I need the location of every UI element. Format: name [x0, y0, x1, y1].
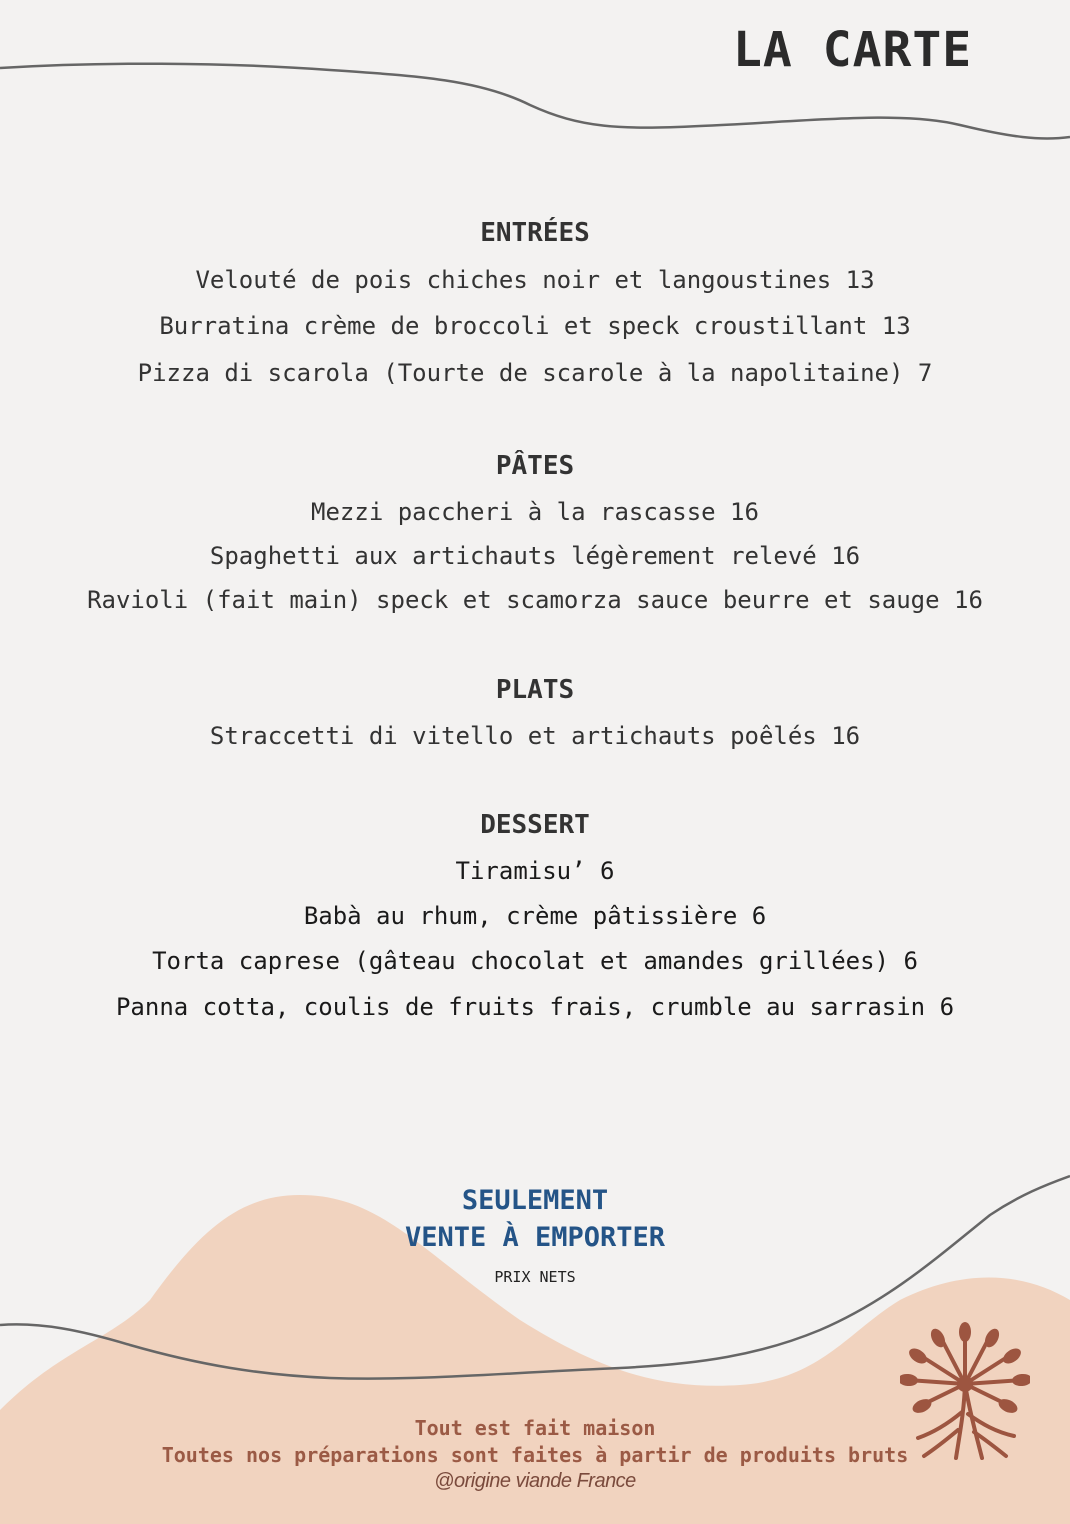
- section-entrees: [0, 216, 1070, 397]
- menu-item: Mezzi paccheri à la rascasse 16: [311, 498, 759, 526]
- takeaway-line-2: VENTE À EMPORTER: [404, 1222, 666, 1253]
- section-title: PLATS: [495, 675, 575, 705]
- footer-line-2: Toutes nos préparations sont faites à partir de produits bruts: [161, 1443, 909, 1467]
- menu-item: Torta caprese (gâteau chocolat et amandes grillées) 6: [152, 947, 918, 975]
- section-dessert: [0, 808, 1070, 1030]
- menu-item: Panna cotta, coulis de fruits frais, crumble au sarrasin 6: [115, 993, 955, 1021]
- menu-item: Velouté de pois chiches noir et langoustines 13: [195, 266, 875, 294]
- prix-nets-label: PRIX NETS: [494, 1268, 576, 1286]
- footer-line-1: Tout est fait maison: [414, 1416, 656, 1440]
- menu-item: Tiramisu’ 6: [455, 857, 615, 885]
- footer-note: @origine viande France: [434, 1470, 636, 1492]
- section-title: PÂTES: [495, 451, 575, 481]
- section-plats: [0, 673, 1070, 758]
- section-title: ENTRÉES: [480, 218, 590, 248]
- tree-roots-logo-icon: [900, 1322, 1030, 1462]
- menu-item: Babà au rhum, crème pâtissière 6: [303, 902, 767, 930]
- section-pates: [0, 449, 1070, 622]
- menu-item: Pizza di scarola (Tourte de scarole à la napolitaine) 7: [137, 359, 933, 387]
- takeaway-notice: [0, 1182, 1070, 1256]
- menu-item: Ravioli (fait main) speck et scamorza sauce beurre et sauge 16: [87, 586, 983, 614]
- takeaway-line-1: SEULEMENT: [461, 1185, 609, 1216]
- menu-item: Spaghetti aux artichauts légèrement relevé 16: [209, 542, 861, 570]
- page-title: LA CARTE: [733, 22, 973, 78]
- section-title: DESSERT: [480, 810, 590, 840]
- menu-item: Straccetti di vitello et artichauts poêlés 16: [209, 722, 861, 750]
- menu-item: Burratina crème de broccoli et speck croustillant 13: [159, 312, 911, 340]
